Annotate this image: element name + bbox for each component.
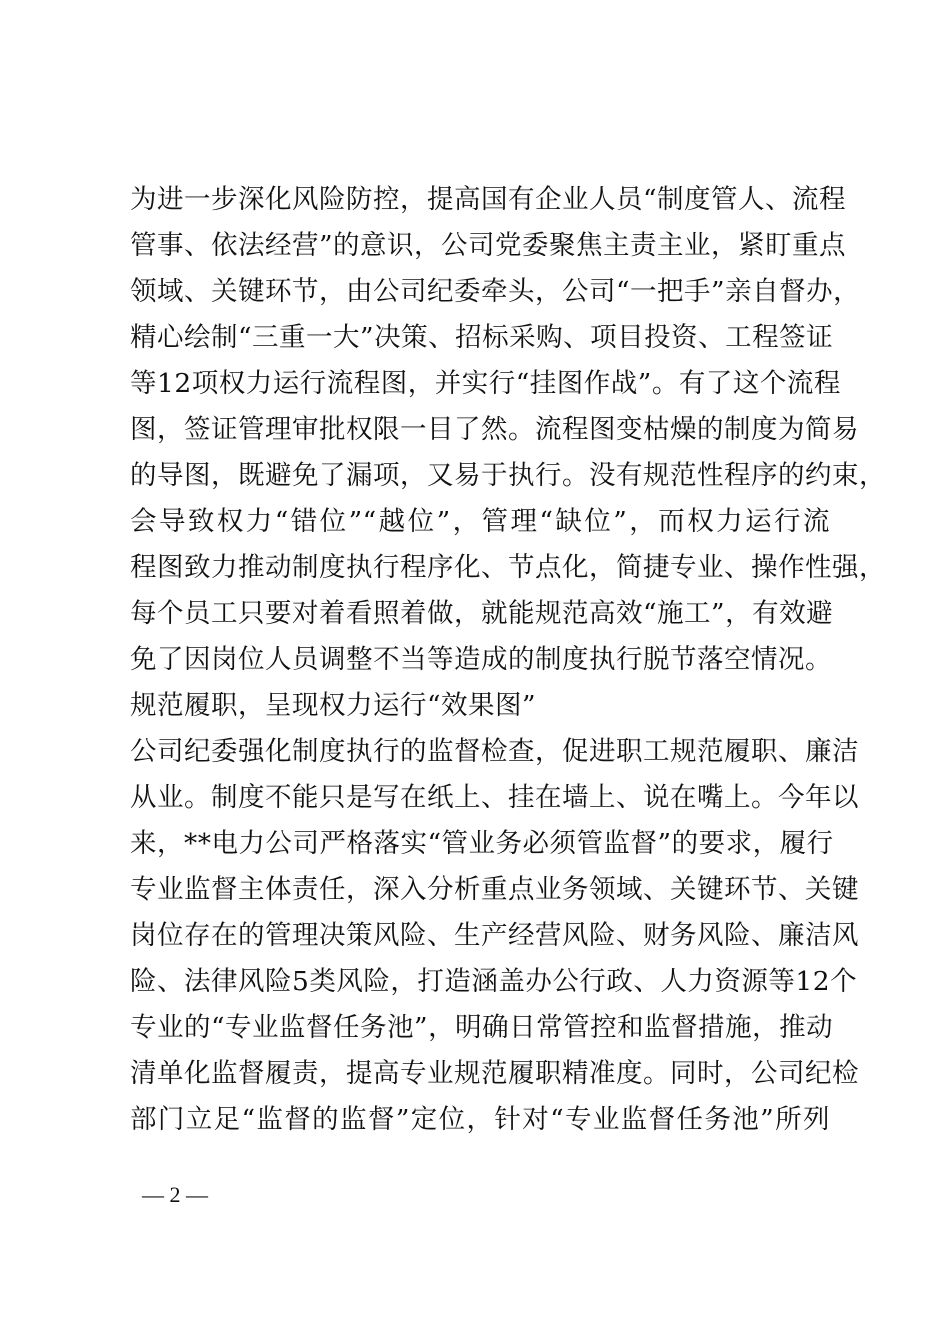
paragraph-line: 每个员工只要对着看照着做，就能规范高效“施工”，有效避 (130, 598, 834, 629)
paragraph-line: 免了因岗位人员调整不当等造成的制度执行脱节落空情况。 (130, 644, 832, 675)
paragraph-line: 岗位存在的管理决策风险、生产经营风险、财务风险、廉洁风 (130, 920, 859, 951)
section-heading: 规范履职，呈现权力运行“效果图” (130, 690, 537, 721)
paragraph-line: 的导图，既避免了漏项，又易于执行。没有规范性程序的约束， (130, 460, 886, 491)
paragraph-line: 来，**电力公司严格落实“管业务必须管监督”的要求，履行 (130, 828, 834, 859)
paragraph-line: 险、法律风险5类风险，打造涵盖办公行政、人力资源等12个 (130, 966, 858, 997)
paragraph-line: 部门立足“监督的监督”定位，针对“专业监督任务池”所列 (130, 1104, 830, 1135)
paragraph-line: 领域、关键环节，由公司纪委牵头，公司“一把手”亲自督办， (130, 276, 861, 307)
paragraph-line: 专业的“专业监督任务池”，明确日常管控和监督措施，推动 (130, 1012, 834, 1043)
paragraph-line: 从业。制度不能只是写在纸上、挂在墙上、说在嘴上。今年以 (130, 782, 859, 813)
paragraph-line: 等12项权力运行流程图，并实行“挂图作战”。有了这个流程 (130, 368, 841, 399)
paragraph-line: 精心绘制“三重一大”决策、招标采购、项目投资、工程签证 (130, 322, 834, 353)
page-number: — 2 — (142, 1182, 208, 1207)
paragraph-line: 会导致权力“错位”“越位”，管理“缺位”，而权力运行流 (130, 506, 830, 537)
paragraph-line: 管事、依法经营”的意识，公司党委聚焦主责主业，紧盯重点 (130, 230, 847, 261)
paragraph-line: 专业监督主体责任，深入分析重点业务领域、关键环节、关键 (130, 874, 859, 905)
paragraph-line: 为进一步深化风险防控，提高国有企业人员“制度管人、流程 (130, 184, 847, 215)
paragraph-line: 公司纪委强化制度执行的监督检查，促进职工规范履职、廉洁 (130, 736, 859, 767)
paragraph-line: 清单化监督履责，提高专业规范履职精准度。同时，公司纪检 (130, 1058, 859, 1089)
paragraph-line: 程图致力推动制度执行程序化、节点化，简捷专业、操作性强， (130, 552, 886, 583)
paragraph-line: 图，签证管理审批权限一目了然。流程图变枯燥的制度为简易 (130, 414, 859, 445)
